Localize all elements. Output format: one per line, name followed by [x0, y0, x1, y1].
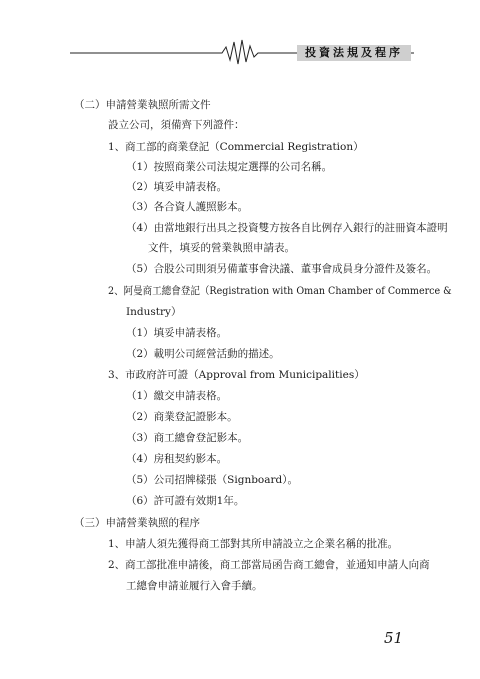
- sub-list-item: （1）繳交申請表格。: [126, 390, 228, 402]
- list-item: 1、申請人須先獲得商工部對其所申請設立之企業名稱的批准。: [108, 538, 399, 550]
- sub-list-item: （2）填妥申請表格。: [126, 181, 228, 193]
- list-item: 3、市政府許可證（Approval from Municipalities）: [108, 369, 365, 381]
- list-item-continued: Industry）: [126, 306, 182, 318]
- sub-list-item: （2）載明公司經營活動的描述。: [126, 348, 280, 360]
- sub-list-item: （4）由當地銀行出具之投資雙方按各自比例存入銀行的註冊資本證明: [126, 222, 448, 234]
- list-item: 2、商工部批准申請後，商工部當局函告商工總會，並通知申請人向商: [108, 559, 430, 571]
- header-title: 投資法規及程序: [297, 45, 411, 61]
- sub-list-item: （1）按照商業公司法規定選擇的公司名稱。: [126, 161, 333, 173]
- sub-list-item: （6）許可證有效期1年。: [126, 495, 245, 507]
- sub-list-item: （5）合股公司則須另備董事會決議、董事會成員身分證件及簽名。: [126, 263, 438, 275]
- intro-text: 設立公司，須備齊下列證件：: [108, 119, 245, 131]
- sub-list-item: （3）商工總會登記影本。: [126, 432, 249, 444]
- section-heading: （三）申請營業執照的程序: [74, 517, 200, 529]
- list-item: 1、商工部的商業登記（Commercial Registration）: [108, 141, 364, 153]
- sub-list-item-continued: 文件，填妥的營業執照申請表。: [148, 242, 295, 254]
- sub-list-item: （1）填妥申請表格。: [126, 327, 228, 339]
- section-heading: （二）申請營業執照所需文件: [74, 99, 211, 111]
- sub-list-item: （3）各合資人護照影本。: [126, 201, 249, 213]
- sub-list-item: （2）商業登記證影本。: [126, 411, 238, 423]
- list-item: 2、阿曼商工總會登記（Registration with Oman Chamber of Commerce &: [108, 285, 452, 297]
- page-number: 51: [384, 629, 404, 647]
- list-item-continued: 工總會申請並履行入會手續。: [126, 580, 263, 592]
- sub-list-item: （4）房租契約影本。: [126, 453, 228, 465]
- sub-list-item: （5）公司招牌樣張（Signboard）。: [126, 474, 299, 486]
- page-header: [0, 0, 480, 70]
